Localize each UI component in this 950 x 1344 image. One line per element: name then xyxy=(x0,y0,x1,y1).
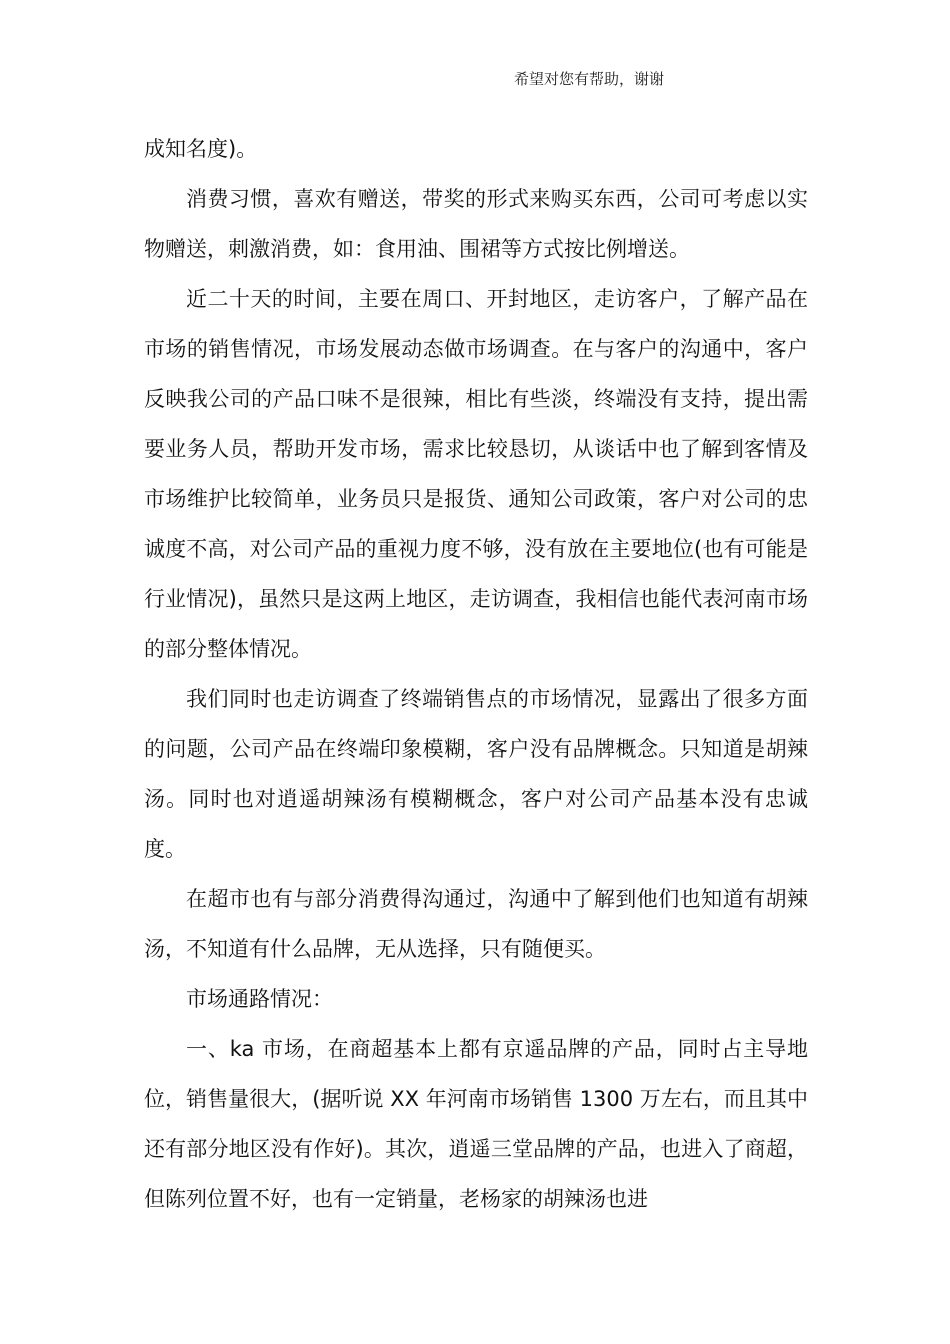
paragraph-5: 在超市也有与部分消费得沟通过，沟通中了解到他们也知道有胡辣汤，不知道有什么品牌，无从选择，只有随便买。 xyxy=(144,887,808,961)
paragraph-7: 一、ka 市场，在商超基本上都有京遥品牌的产品，同时占主导地位，销售量很大，(据听说 XX 年河南市场销售 1300 万左右，而且其中还有部分地区没有作好)。其次，逍遥三堂品牌的产品，也进入了商超，但陈列位置不好，也有一定销量，老杨家的胡辣汤也进 xyxy=(144,1037,808,1211)
paragraph-4: 我们同时也走访调查了终端销售点的市场情况，显露出了很多方面的问题，公司产品在终端印象模糊，客户没有品牌概念。只知道是胡辣汤。同时也对逍遥胡辣汤有模糊概念，客户对公司产品基本没有忠诚度。 xyxy=(144,687,808,861)
paragraph-3: 近二十天的时间，主要在周口、开封地区，走访客户，了解产品在市场的销售情况，市场发展动态做市场调查。在与客户的沟通中，客户反映我公司的产品口味不是很辣，相比有些淡，终端没有支持，提出需要业务人员，帮助开发市场，需求比较恳切，从谈话中也了解到客情及市场维护比较简单，业务员只是报货、通知公司政策，客户对公司的忠诚度不高，对公司产品的重视力度不够，没有放在主要地位(也有可能是行业情况)，虽然只是这两上地区，走访调查，我相信也能代表河南市场的部分整体情况。 xyxy=(144,287,808,661)
header-note: 希望对您有帮助，谢谢 xyxy=(514,70,665,88)
paragraph-1: 成知名度)。 xyxy=(144,137,258,161)
document-body xyxy=(144,124,808,1224)
paragraph-6: 市场通路情况： xyxy=(186,987,333,1011)
paragraph-2: 消费习惯，喜欢有赠送，带奖的形式来购买东西，公司可考虑以实物赠送，刺激消费，如：食用油、围裙等方式按比例增送。 xyxy=(144,187,808,261)
